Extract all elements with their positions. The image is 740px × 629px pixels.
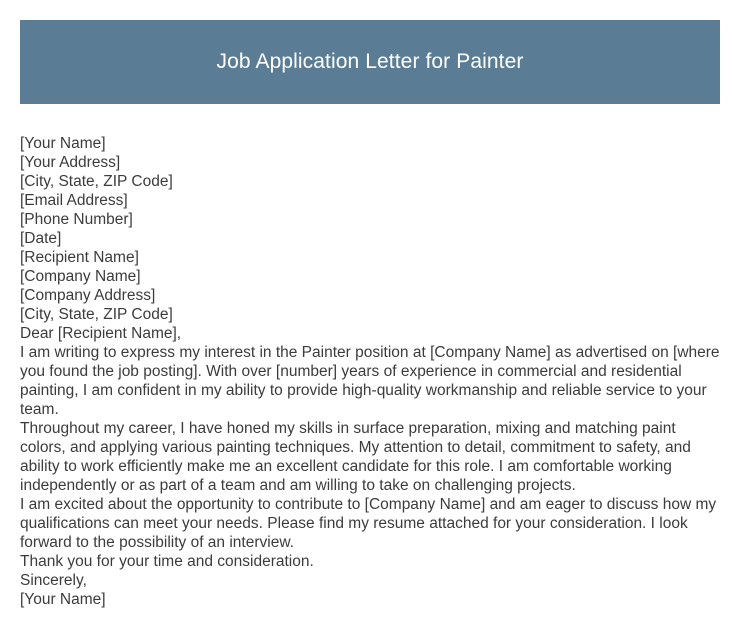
- paragraph-intro: I am writing to express my interest in the Painter position at [Company Name] as advertised on [where you found the job posting]. With over [number] years of experience in commercial and residential painting, I am confident in my ability to provide high-quality workmanship and reliable service to your team.: [20, 344, 720, 418]
- sender-phone: [Phone Number]: [20, 211, 133, 228]
- header-banner: [20, 20, 720, 104]
- recipient-name: [Recipient Name]: [20, 249, 139, 266]
- letter-body: [20, 134, 725, 609]
- sender-address: [Your Address]: [20, 154, 121, 171]
- sender-email: [Email Address]: [20, 192, 128, 209]
- paragraph-experience: Throughout my career, I have honed my skills in surface preparation, mixing and matching paint colors, and applying various painting techniques. My attention to detail, commitment to safety, and ability to work efficiently make me an excellent candidate for this role. I am comfortable working independently or as part of a team and am willing to take on challenging projects.: [20, 420, 691, 494]
- recipient-company: [Company Name]: [20, 268, 141, 285]
- closing-line: Sincerely,: [20, 572, 87, 589]
- paragraph-closing: I am excited about the opportunity to contribute to [Company Name] and am eager to discuss how my qualifications can meet your needs. Please find my resume attached for your consideration. I look forward to the possibility of an interview.: [20, 496, 717, 551]
- page-title: Job Application Letter for Painter: [216, 50, 524, 73]
- thanks-line: Thank you for your time and consideration.: [20, 553, 314, 570]
- sender-city-state-zip: [City, State, ZIP Code]: [20, 173, 173, 190]
- recipient-company-address: [Company Address]: [20, 287, 156, 304]
- signature: [Your Name]: [20, 591, 106, 608]
- sender-name: [Your Name]: [20, 135, 106, 152]
- recipient-city-state-zip: [City, State, ZIP Code]: [20, 306, 173, 323]
- letter-date: [Date]: [20, 230, 62, 247]
- salutation: Dear [Recipient Name],: [20, 325, 182, 342]
